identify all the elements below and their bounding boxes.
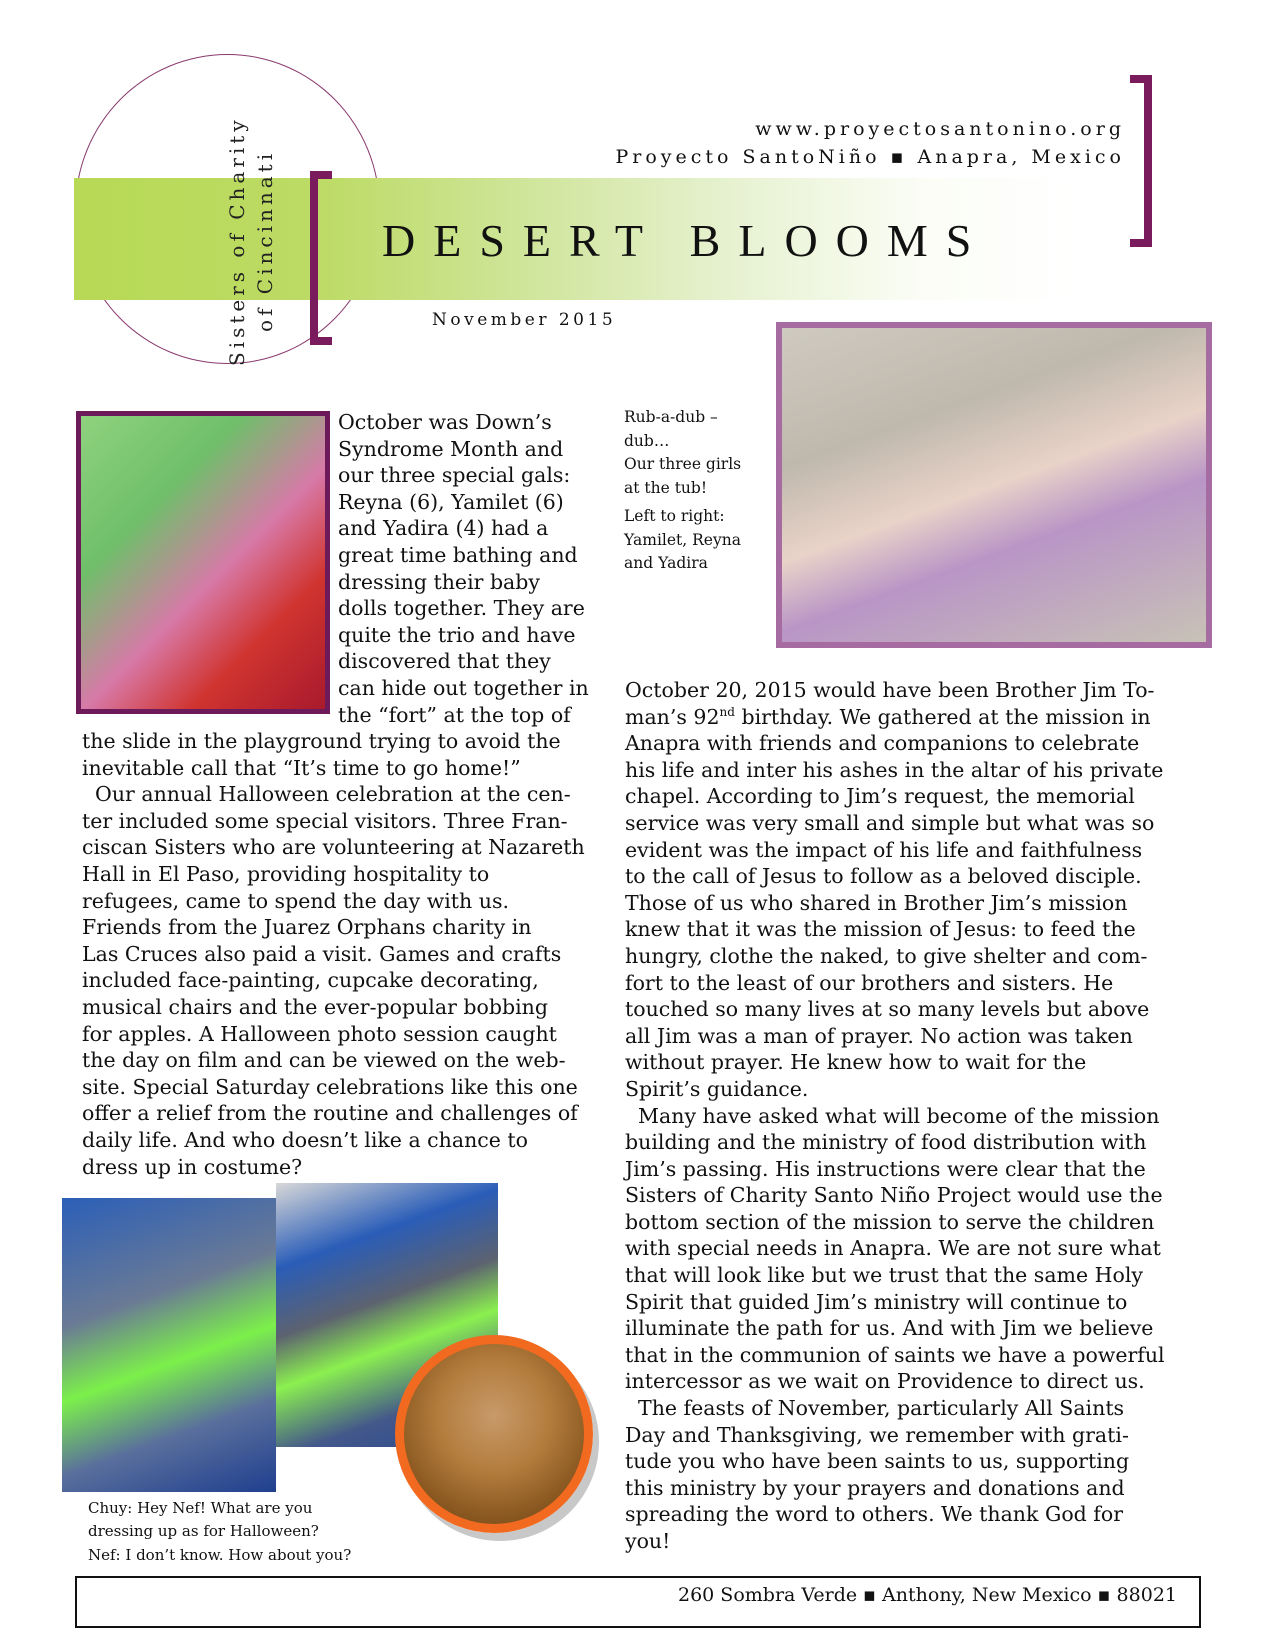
text-line: Those of us who shared in Brother Jim’s mission (625, 890, 1128, 915)
text-line: touched so many lives at so many levels but above (625, 997, 1150, 1022)
photo-boys-on-bus-1 (62, 1198, 276, 1492)
text-line: our three special gals: (338, 463, 571, 488)
text-line: spreading the word to others. We thank God for (625, 1502, 1124, 1527)
text-line: hungry, clothe the naked, to give shelter and com- (625, 943, 1148, 968)
text-line: dolls together. They are (338, 596, 585, 621)
text-line: to the call of Jesus to follow as a beloved disciple. (625, 864, 1142, 889)
text-line: refugees, came to spend the day with us. (82, 888, 509, 913)
article-downs-syndrome-wrap (338, 409, 589, 728)
bus-dialogue-caption (88, 1497, 351, 1567)
website-link[interactable]: www.proyectosantonino.org (755, 118, 1125, 140)
text-line: included face-painting, cupcake decorating, (82, 968, 539, 993)
text-line: you! (625, 1529, 671, 1553)
text-line: ciscan Sisters who are volunteering at Nazareth (82, 835, 585, 860)
paragraph-line: October 20, 2015 would have been Brother Jim To- (625, 678, 1155, 702)
text-line: tude you who have been saints to us, supporting (625, 1449, 1130, 1474)
text-line: the “fort” at the top of (338, 702, 571, 727)
photo-boy-giraffe-costume (395, 1335, 593, 1533)
text-line: Day and Thanksgiving, we remember with grati- (625, 1422, 1129, 1447)
text-line: Syndrome Month and (338, 436, 564, 461)
text-line: inevitable call that “It’s time to go home!” (82, 755, 521, 780)
text-line: Sisters of Charity Santo Niño Project would use the (625, 1183, 1163, 1208)
text-line: Left to right: (624, 507, 725, 525)
text-line: Anapra with friends and companions to celebrate (625, 731, 1140, 756)
text-line: discovered that they (338, 649, 551, 674)
org-name-line1: Sisters of Charity (225, 116, 249, 366)
text: birthday. We gathered at the mission in (734, 704, 1151, 729)
issue-date: November 2015 (432, 310, 617, 330)
text-line: great time bathing and (338, 542, 578, 567)
text-line: the day on film and can be viewed on the web- (82, 1048, 566, 1073)
text-line: Many have asked what will become of the mission (625, 1103, 1160, 1128)
superscript: nd (719, 704, 735, 719)
text-line: Reyna (6), Yamilet (6) (338, 489, 564, 514)
text-line: dress up in costume? (82, 1154, 303, 1179)
text-line: that will look like but we trust that the same Holy (625, 1263, 1143, 1288)
text-line: Jim’s passing. His instructions were clear that the (625, 1156, 1146, 1181)
text-line: at the tub! (624, 478, 708, 497)
article-halloween (82, 728, 585, 1180)
photo-girls-bathing-dolls (776, 322, 1212, 648)
text-line: dub… (624, 431, 670, 450)
text-line: with special needs in Anapra. We are not sure what (625, 1236, 1161, 1261)
text-line: site. Special Saturday celebrations like this one (82, 1074, 578, 1099)
tub-caption (624, 406, 741, 500)
text-line: dressing their baby (338, 569, 540, 594)
text-line: for apples. A Halloween photo session caught (82, 1021, 557, 1046)
article-brother-jim (625, 677, 1165, 1553)
text-line: intercessor as we wait on Providence to direct us. (625, 1369, 1145, 1394)
text-line: quite the trio and have (338, 622, 576, 647)
right-bracket (1130, 75, 1152, 247)
text-line: Hall in El Paso, providing hospitality to (82, 861, 490, 886)
text-line: Spirit’s guidance. (625, 1076, 809, 1101)
article-brother-jim-body (625, 730, 1165, 1553)
text-line: Our three girls (624, 455, 742, 473)
text-line: building and the ministry of food distribution with (625, 1130, 1147, 1155)
org-name-line2: of Cincinnati (253, 149, 277, 332)
text-line: Friends from the Juarez Orphans charity in (82, 915, 532, 940)
tub-caption-names (624, 505, 741, 576)
org-vertical-text (225, 100, 295, 370)
text-line: ter included some special visitors. Three Fran- (82, 808, 568, 833)
text-line: Las Cruces also paid a visit. Games and crafts (82, 941, 562, 966)
text-line: the slide in the playground trying to avoid the (82, 729, 561, 753)
text-line: Rub-a-dub – (624, 408, 718, 426)
text-line: October was Down’s (338, 410, 552, 434)
newsletter-title: DESERT BLOOMS (382, 215, 990, 266)
text-line: chapel. According to Jim’s request, the memorial (625, 784, 1135, 809)
text-line: evident was the impact of his life and faithfulness (625, 837, 1143, 862)
text-line: and Yadira (624, 554, 708, 572)
photo-two-girls (76, 411, 330, 714)
text-line: all Jim was a man of prayer. No action was taken (625, 1023, 1133, 1048)
text-line: this ministry by your prayers and donations and (625, 1475, 1125, 1500)
text-line: and Yadira (4) had a (338, 516, 549, 541)
text: man’s 92 (625, 704, 720, 729)
text-line: offer a relief from the routine and challenges of (82, 1101, 578, 1126)
text-line: musical chairs and the ever-popular bobbing (82, 994, 548, 1019)
text-line: Nef: I don’t know. How about you? (88, 1545, 352, 1564)
text-line: Chuy: Hey Nef! What are you (88, 1499, 313, 1517)
footer-address: 260 Sombra Verde ▪ Anthony, New Mexico ▪ 88021 (678, 1584, 1177, 1606)
text-line: without prayer. He knew how to wait for the (625, 1050, 1087, 1075)
text-line: Spirit that guided Jim’s ministry will continue to (625, 1289, 1128, 1314)
text-line: illuminate the path for us. And with Jim we believe (625, 1316, 1154, 1341)
text-line: knew that it was the mission of Jesus: to feed the (625, 917, 1136, 942)
text-line: dressing up as for Halloween? (88, 1522, 319, 1541)
text-line: Yamilet, Reyna (624, 530, 741, 549)
text-line: service was very small and simple but what was so (625, 810, 1155, 835)
text-line: The feasts of November, particularly All Saints (625, 1396, 1125, 1421)
text-line: Our annual Halloween celebration at the cen- (82, 782, 571, 807)
text-line: fort to the least of our brothers and sisters. He (625, 970, 1114, 995)
text-line: can hide out together in (338, 675, 589, 700)
text-line: bottom section of the mission to serve the children (625, 1209, 1155, 1234)
left-bracket (310, 171, 332, 345)
paragraph-line (625, 704, 1165, 731)
text-line: his life and inter his ashes in the altar of his private (625, 757, 1164, 782)
text-line: daily life. And who doesn’t like a chance to (82, 1127, 529, 1152)
location-line: Proyecto SantoNiño ▪ Anapra, Mexico (615, 146, 1125, 168)
text-line: that in the communion of saints we have a powerful (625, 1342, 1165, 1367)
